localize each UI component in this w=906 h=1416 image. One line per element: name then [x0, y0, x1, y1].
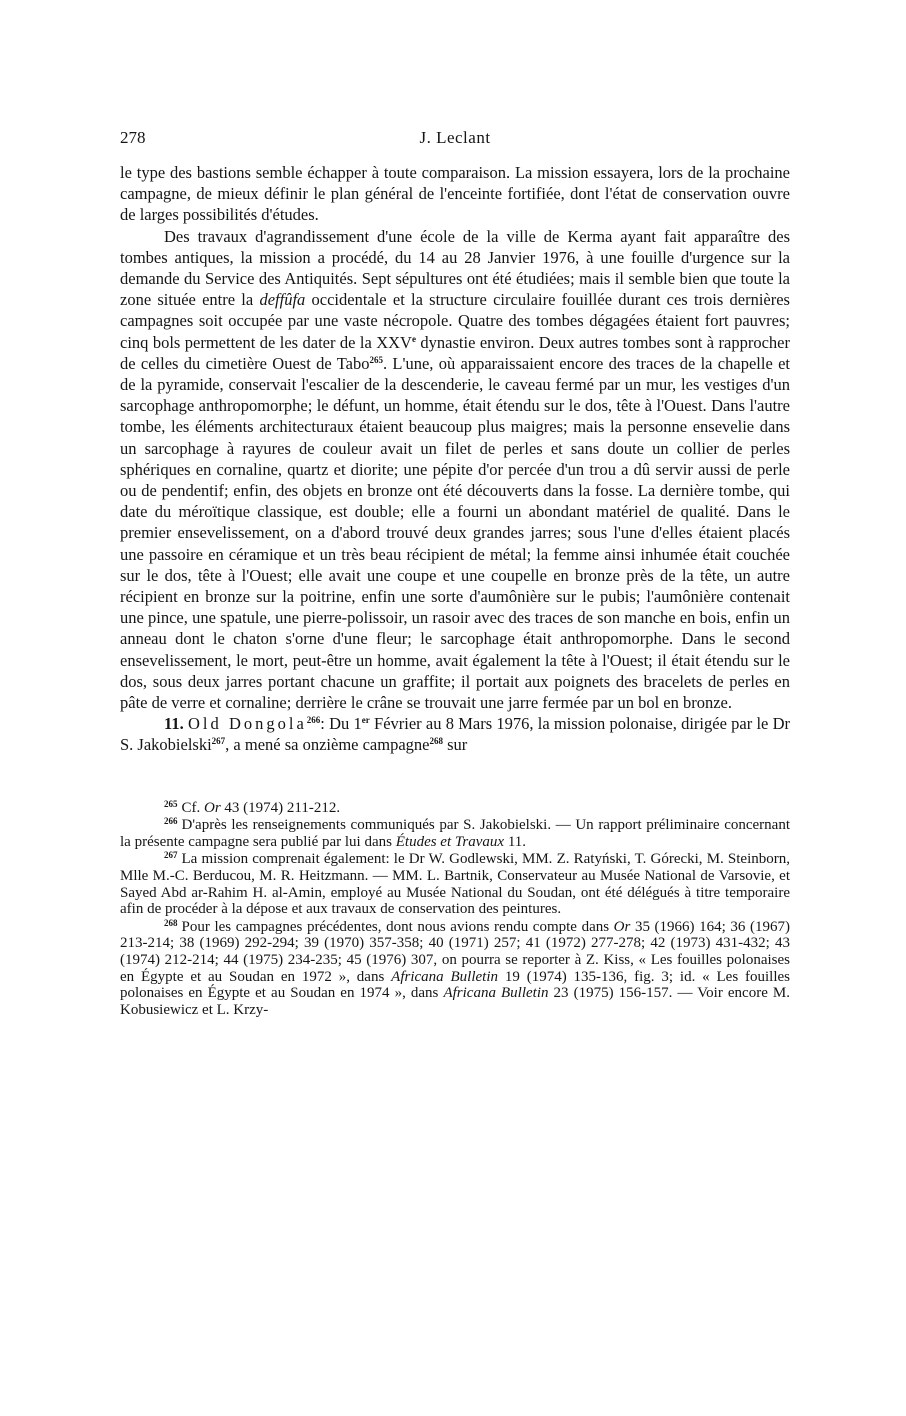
footnote-265: [120, 800, 790, 817]
footnote-number: 267: [164, 850, 178, 861]
footnote-text: 35 (1966) 164; 36 (1967) 213-214; 38 (1969) 292-294; 39 (1970) 357-358; 40 (1971) 257; 41 (1972) 277-278; 42 (1973) 431-432; 43 (1974) 212-214; 44 (1975) 234-235; 45 (1976) 307, on pourra se reporter à Z. Kiss, « Les fouilles polonaises en Égypte et au Soudan en 1972 », dans: [120, 918, 791, 985]
footnote-text: 43 (1974) 211-212.: [220, 799, 341, 816]
footnote-ref: 267: [211, 736, 226, 747]
paragraph-text: dynastie environ. Deux autres tombes sont à rapprocher de celles du cimetière Ouest de Tabo: [120, 332, 790, 373]
footnote-text: 19 (1974) 135-136, fig. 3; id. « Les fouilles polonaises en Égypte et au Soudan en 1974 », dans: [120, 968, 791, 1002]
footnote-text: 23 (1975) 156-157. — Voir encore M. Kobusiewicz et L. Krzy-: [120, 985, 790, 1018]
footnote-number: 265: [164, 798, 178, 809]
footnote-text: Pour les campagnes précédentes, dont nous avions rendu compte dans: [181, 918, 614, 935]
page-header: [120, 128, 790, 150]
paragraph-text: Février au 8 Mars 1976, la mission polonaise, dirigée par le Dr S. Jakobielski: [120, 714, 791, 755]
paragraph-2: [120, 226, 790, 714]
paragraph-text: : Du 1: [320, 714, 362, 734]
paragraph-1: [120, 162, 790, 226]
superscript: er: [361, 715, 370, 726]
italic-term: Études et Travaux: [395, 833, 505, 850]
footnote-number: 266: [164, 816, 178, 827]
italic-term: Or: [204, 799, 221, 816]
paragraph-3: [120, 713, 790, 755]
footnote-text: Cf.: [181, 799, 204, 816]
paragraph-text: , a mené sa onzième campagne: [225, 735, 430, 755]
footnote-268: [120, 919, 790, 1019]
italic-term: Africana Bulletin: [443, 985, 549, 1002]
footnote-ref: 268: [429, 736, 443, 747]
section-number: 11.: [164, 714, 184, 734]
superscript: e: [411, 333, 416, 344]
page-number: 278: [120, 128, 146, 147]
footnote-text: D'après les renseignements communiqués par S. Jakobielski. — Un rapport préliminaire concernant la présente campagne sera publié par lui dans: [120, 817, 790, 850]
footnote-267: [120, 851, 790, 917]
paragraph-text: . L'une, où apparaissaient encore des traces de la chapelle et de la pyramide, conservait l'escalier de la descenderie, le caveau fermé par un mur, les vestiges d'un sarcophage anthropomorphe; le défunt, un homme, était étendu sur le dos, tête à l'Ouest. Dans l'autre tombe, les éléments architecturaux étaient beaucoup plus maigres; mais la personne ensevelie dans un sarcophage à rayures de couleur avait un filet de perles et sans doute un collier de perles sphériques en cornaline, quartz et diorite; une pépite d'or percée d'un trou a dû servir aussi de perle ou de pendentif; enfin, des objets en bronze ont été découverts dans la fosse. La dernière tombe, qui date du méroïtique classique, est double; elle a fourni un abondant matériel de qualité. Dans le premier ensevelissement, on a d'abord trouvé deux grandes jarres; sous l'une d'elles étaient placés une passoire en céramique et un très beau récipient de métal; la femme ainsi inhumée était couchée sur le dos, tête à l'Ouest; elle avait une coupe et une coupelle en bronze près de la tête, un autre récipient en bronze sur la poitrine, enfin une sorte d'aumônière sur le pubis; l'aumônière contenait une pince, une spatule, une pierre-polissoir, un rasoir avec des traces de son manche en bois, enfin un anneau dont le chaton s'orne d'une fleur; le sarcophage était anthropomorphe. Dans le second ensevelissement, le mort, peut-être un homme, avait également la tête à l'Ouest; il était étendu sur le dos, sous deux jarres portant chacune un graffite; il portait aux poignets des bracelets de perles en pâte de verre et cornaline; derrière le crâne se trouvait une jarre fermée par un bol en bronze.: [120, 353, 791, 713]
body-text: [120, 162, 790, 756]
section-title: Old Dongola: [187, 714, 307, 734]
footnote-ref: 266: [306, 715, 321, 726]
paragraph-text: Des travaux d'agrandissement d'une école de la ville de Kerma ayant fait apparaître des tombes antiques, la mission a procédé, du 14 au 28 Janvier 1976, à une fouille d'urgence sur la demande du Service des Antiquités. Sept sépultures ont été étudiées; mais il semble bien que toute la zone située entre la: [120, 226, 790, 310]
italic-term: Africana Bulletin: [391, 968, 498, 985]
running-head: J. Leclant: [419, 128, 491, 147]
footnote-ref: 265: [369, 354, 383, 365]
document-page: [120, 128, 790, 1018]
footnote-text: 11.: [504, 833, 527, 850]
footnote-266: [120, 817, 790, 850]
footnote-number: 268: [164, 917, 178, 928]
paragraph-text: le type des bastions semble échapper à toute comparaison. La mission essayera, lors de la prochaine campagne, de mieux définir le plan général de l'enceinte fortifiée, dont l'état de conservation ouvre de larges possibilités d'études.: [120, 163, 790, 225]
footnotes: [120, 800, 790, 1019]
paragraph-text: occidentale et la structure circulaire fouillée durant ces trois dernières campagnes soit occupée par une vaste nécropole. Quatre des tombes dégagées étaient fort pauvres; cinq bols permettent de les dater de la XXV: [120, 290, 790, 352]
footnote-text: La mission comprenait également: le Dr W. Godlewski, MM. Z. Ratyński, T. Górecki, M. Steinborn, Mlle M.-C. Berducou, M. R. Heitzmann. — MM. L. Bartnik, Conservateur au Musée National de Varsovie, et Sayed Abd ar-Rahim H. al-Amin, employé au Musée National du Soudan, ont été délégués à titre temporaire afin de procéder à la dépose et aux travaux de conservation des peintures.: [120, 851, 790, 918]
italic-term: deffûfa: [259, 290, 306, 310]
italic-term: Or: [613, 918, 631, 935]
paragraph-text: sur: [443, 735, 468, 755]
